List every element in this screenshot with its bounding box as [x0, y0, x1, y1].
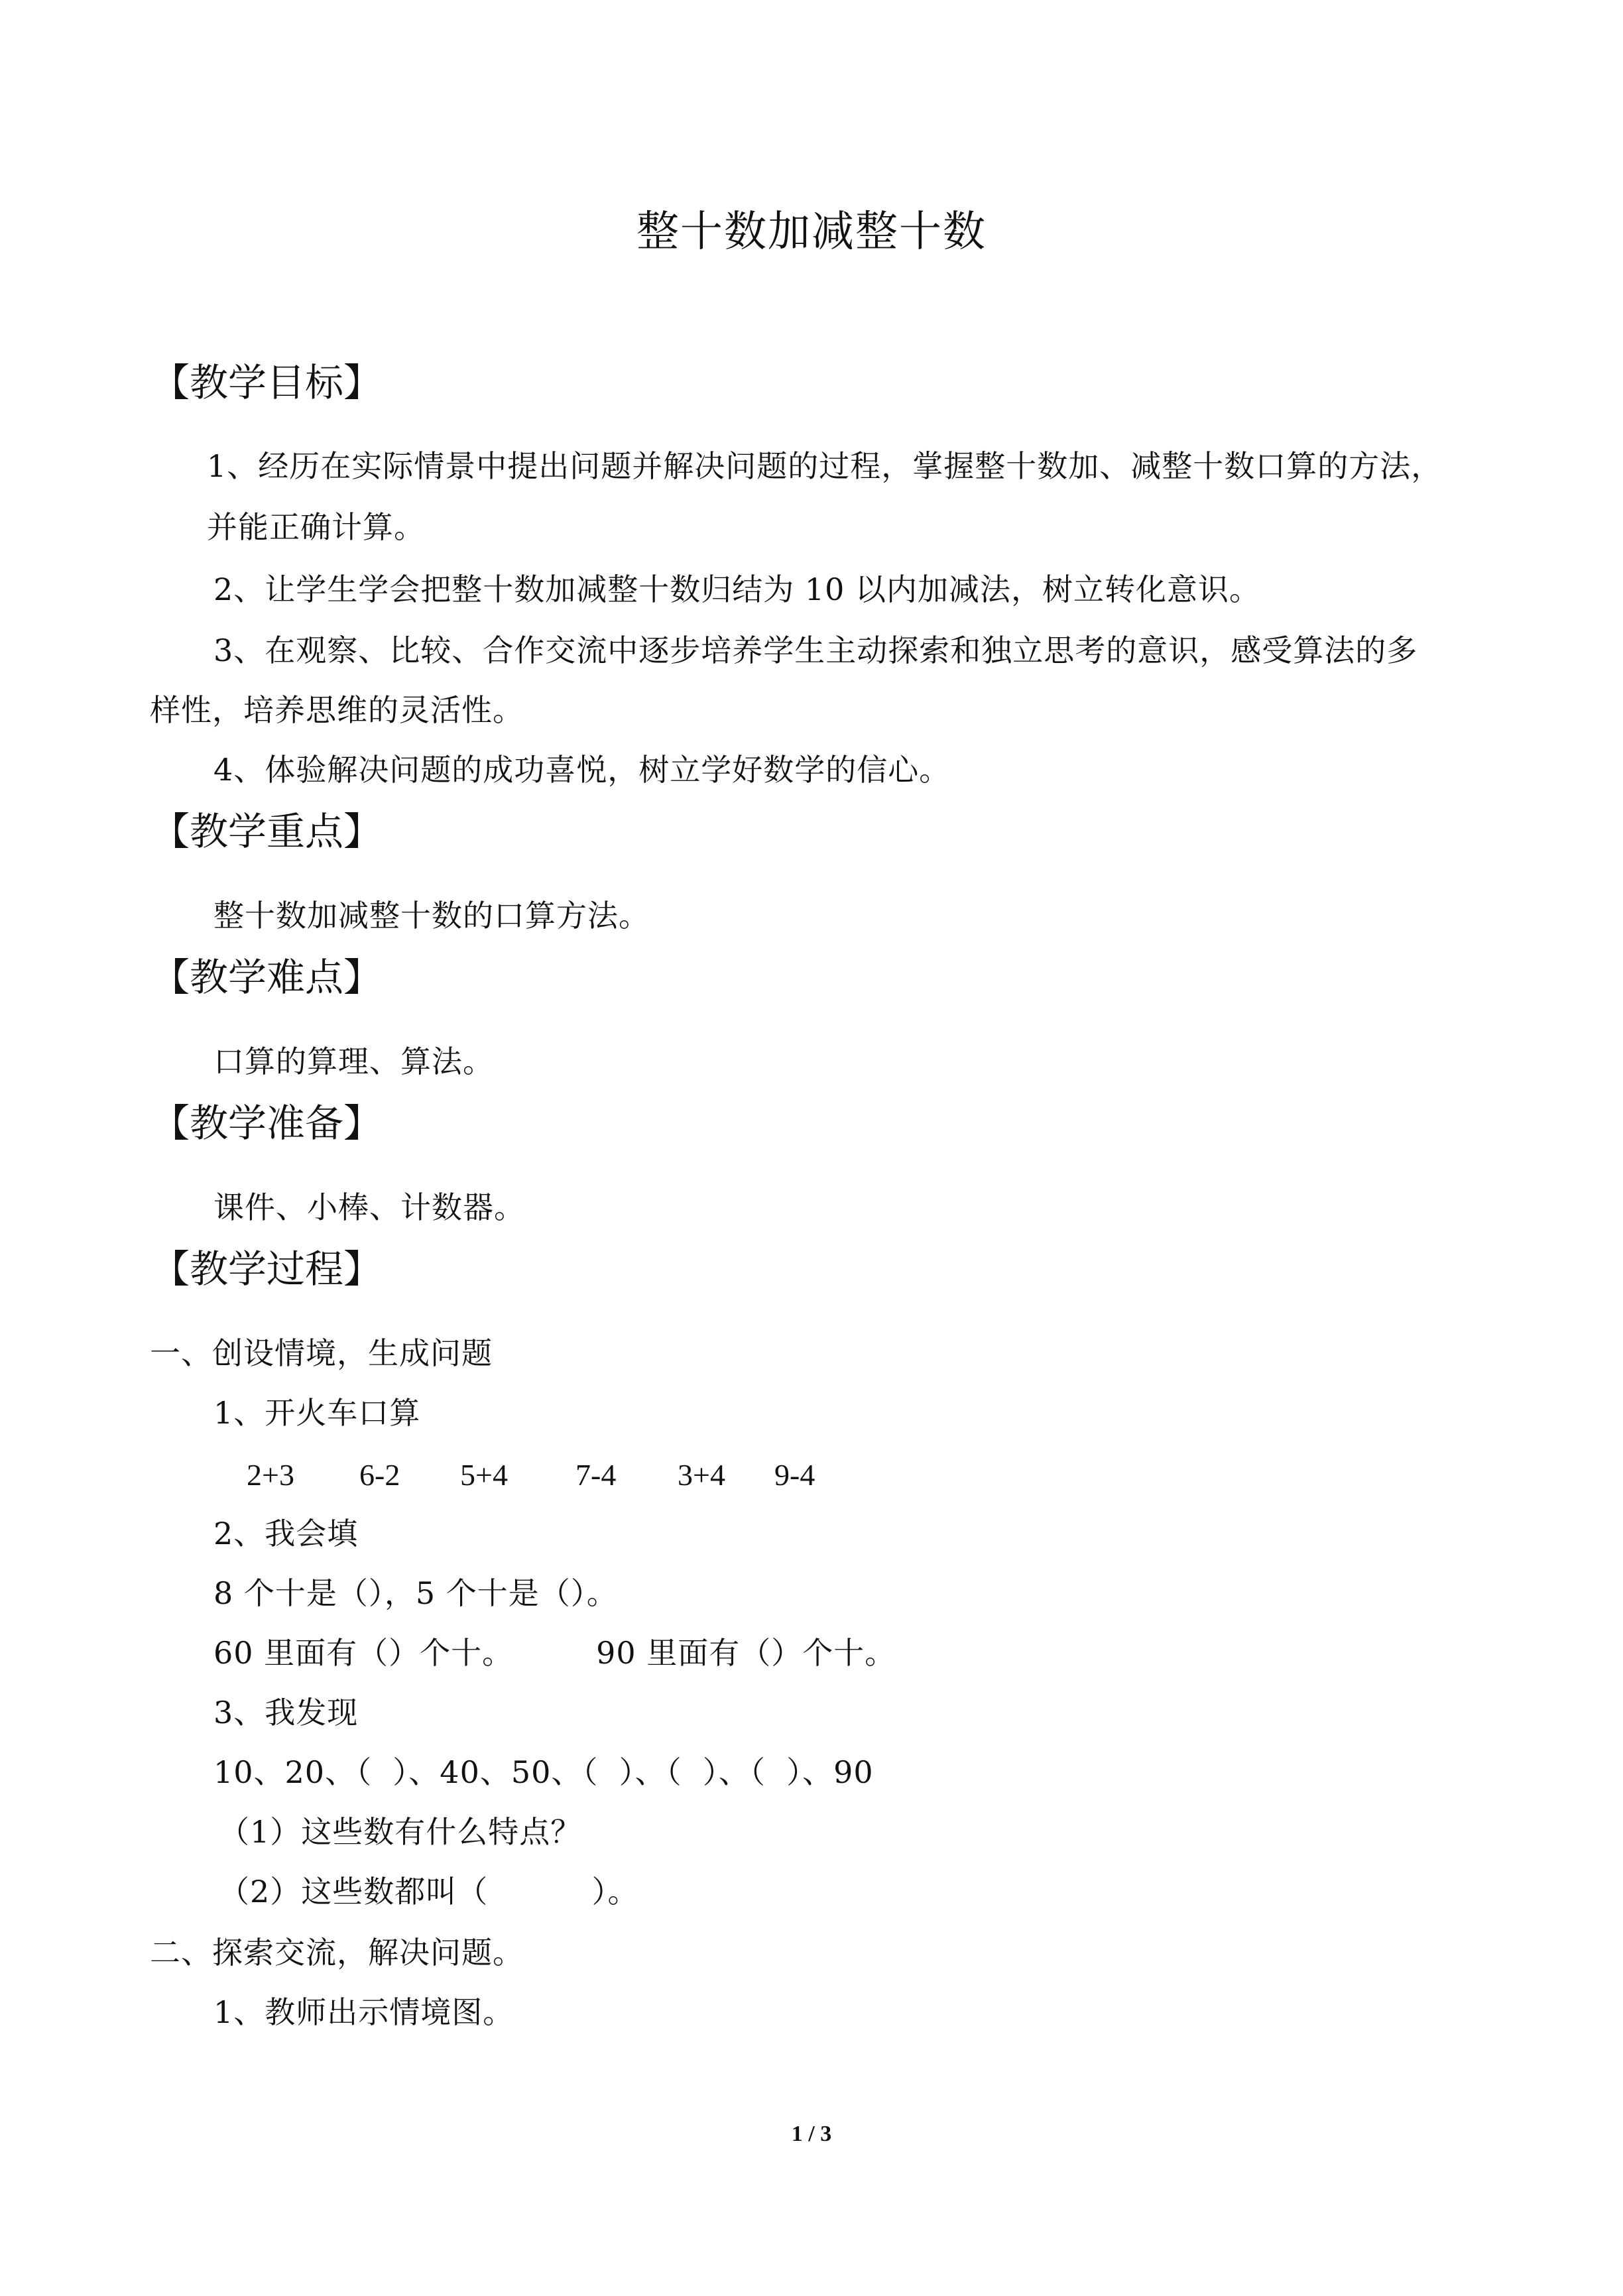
goal-item-3: 3、在观察、比较、合作交流中逐步培养学生主动探索和独立思考的意识，感受算法的多	[213, 633, 1418, 668]
goal-item-2: 2、让学生学会把整十数加减整十数归结为 10 以内加减法，树立转化意识。	[213, 572, 1261, 607]
goal-item-3-cont: 样性，培养思维的灵活性。	[150, 692, 524, 728]
process-step3-q1: （1）这些数有什么特点？	[219, 1814, 582, 1850]
goal-item-1: 1、经历在实际情景中提出问题并解决问题的过程，掌握整十数加、减整十数口算的方法，	[207, 448, 1443, 484]
process-step3-title: 3、我发现	[213, 1695, 359, 1730]
process-part2-step1: 1、教师出示情境图。	[213, 1994, 514, 2030]
process-step1-title: 1、开火车口算	[213, 1395, 421, 1431]
section-heading-difficulty: 【教学难点】	[151, 955, 383, 1000]
process-step3-sequence: 10、20、（ ）、40、50、（ ）、（ ）、（ ）、90	[213, 1754, 874, 1790]
calc-item: 6-2	[359, 1458, 400, 1492]
section-heading-process: 【教学过程】	[151, 1246, 383, 1292]
goal-item-1-cont: 并能正确计算。	[207, 509, 425, 545]
process-step2-line1: 8 个十是（），5 个十是（）。	[213, 1575, 618, 1611]
page-number: 1 / 3	[791, 2122, 832, 2146]
process-step3-q2: （2）这些数都叫（ ）。	[219, 1874, 639, 1909]
key-point-text: 整十数加减整十数的口算方法。	[213, 898, 650, 934]
calc-item: 3+4	[678, 1458, 725, 1492]
section-heading-goals: 【教学目标】	[151, 360, 383, 405]
calc-item: 7-4	[575, 1458, 617, 1492]
document-title: 整十数加减整十数	[636, 208, 987, 257]
process-step2-title: 2、我会填	[213, 1516, 359, 1551]
process-step2-line2: 60 里面有（）个十。 90 里面有（）个十。	[213, 1635, 896, 1671]
calc-item: 2+3	[247, 1458, 294, 1492]
process-part1-title: 一、创设情境，生成问题	[150, 1335, 493, 1371]
goal-item-4: 4、体验解决问题的成功喜悦，树立学好数学的信心。	[213, 752, 951, 788]
calc-item: 9-4	[774, 1458, 815, 1492]
difficulty-text: 口算的算理、算法。	[213, 1044, 494, 1079]
process-part2-title: 二、探索交流，解决问题。	[150, 1935, 524, 1970]
section-heading-key: 【教学重点】	[151, 809, 383, 854]
prep-text: 课件、小棒、计数器。	[213, 1189, 525, 1225]
section-heading-prep: 【教学准备】	[151, 1101, 383, 1146]
calc-item: 5+4	[460, 1458, 508, 1492]
